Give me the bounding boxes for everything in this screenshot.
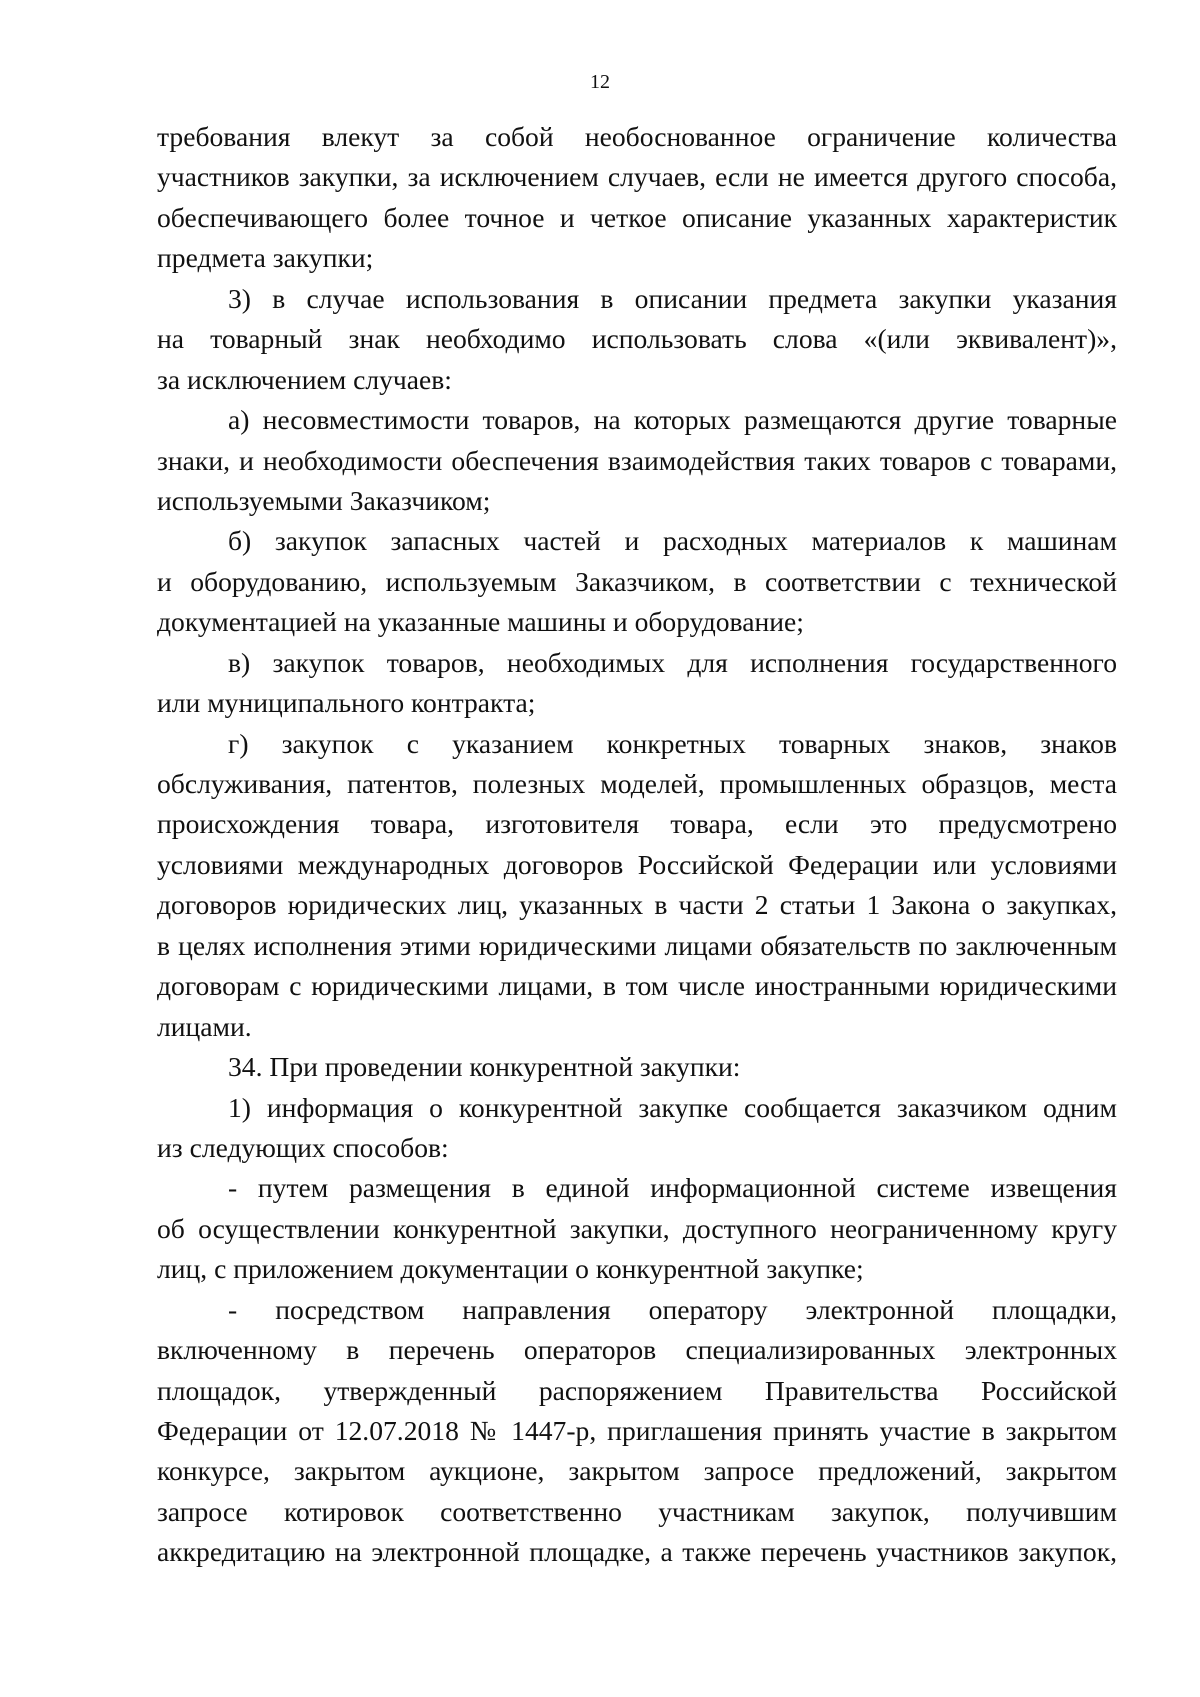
text-line: и оборудованию, используемым Заказчиком, в соответствии с технической [157,565,1117,597]
text-line: за исключением случаев: [157,363,452,395]
text-line: Федерации от 12.07.2018 № 1447-р, приглашения принять участие в закрытом [157,1415,1117,1446]
page-number: 12 [590,71,610,93]
text-line: лицами. [157,1010,252,1042]
text-line: требования влекут за собой необоснованное ограничение количества [157,121,1117,152]
text-line: аккредитацию на электронной площадке, а также перечень участников закупок, [157,1536,1117,1568]
text-line: документацией на указанные машины и оборудование; [157,606,804,638]
text-line: в целях исполнения этими юридическими лицами обязательств по заключенным [157,929,1117,961]
text-line: включенному в перечень операторов специализированных электронных [157,1334,1117,1366]
text-line: площадок, утвержденный распоряжением Правительства Российской [157,1374,1117,1406]
text-line: - путем размещения в единой информационной системе извещения [228,1172,1117,1204]
text-line: запросе котировок соответственно участникам закупок, получившим [157,1495,1117,1527]
text-line: обеспечивающего более точное и четкое описание указанных характеристик [157,201,1117,233]
text-line: обслуживания, патентов, полезных моделей, промышленных образцов, места [157,768,1117,799]
text-line: об осуществлении конкурентной закупки, доступного неограниченному кругу [157,1212,1117,1244]
text-line: участников закупки, за исключением случаев, если не имеется другого способа, [157,161,1117,193]
text-line: знаки, и необходимости обеспечения взаимодействия таких товаров с товарами, [157,444,1117,476]
text-line: или муниципального контракта; [157,687,536,719]
text-line: лиц, с приложением документации о конкурентной закупке; [157,1253,864,1285]
text-line: предмета закупки; [157,242,374,274]
body-text [157,117,1117,1573]
text-line: используемыми Заказчиком; [157,484,491,516]
text-line: из следующих способов: [157,1131,449,1163]
text-line: договорам с юридическими лицами, в том числе иностранными юридическими [157,970,1117,1002]
text-line: условиями международных договоров Российской Федерации или условиями [157,848,1117,880]
text-line: 34. При проведении конкурентной закупки: [228,1051,741,1083]
text-line: договоров юридических лиц, указанных в части 2 статьи 1 Закона о закупках, [157,889,1117,921]
text-line: 3) в случае использования в описании предмета закупки указания [228,282,1117,314]
text-line: происхождения товара, изготовителя товара, если это предусмотрено [157,808,1117,840]
text-line: на товарный знак необходимо использовать слова «(или эквивалент)», [157,323,1117,355]
text-line: а) несовместимости товаров, на которых размещаются другие товарные [228,404,1117,436]
text-line: конкурсе, закрытом аукционе, закрытом запросе предложений, закрытом [157,1455,1117,1487]
text-line: в) закупок товаров, необходимых для исполнения государственного [228,646,1117,678]
text-line: г) закупок с указанием конкретных товарных знаков, знаков [228,727,1117,759]
text-line: - посредством направления оператору электронной площадки, [228,1293,1117,1325]
text-line: б) закупок запасных частей и расходных материалов к машинам [228,525,1117,557]
text-line: 1) информация о конкурентной закупке сообщается заказчиком одним [228,1091,1117,1123]
